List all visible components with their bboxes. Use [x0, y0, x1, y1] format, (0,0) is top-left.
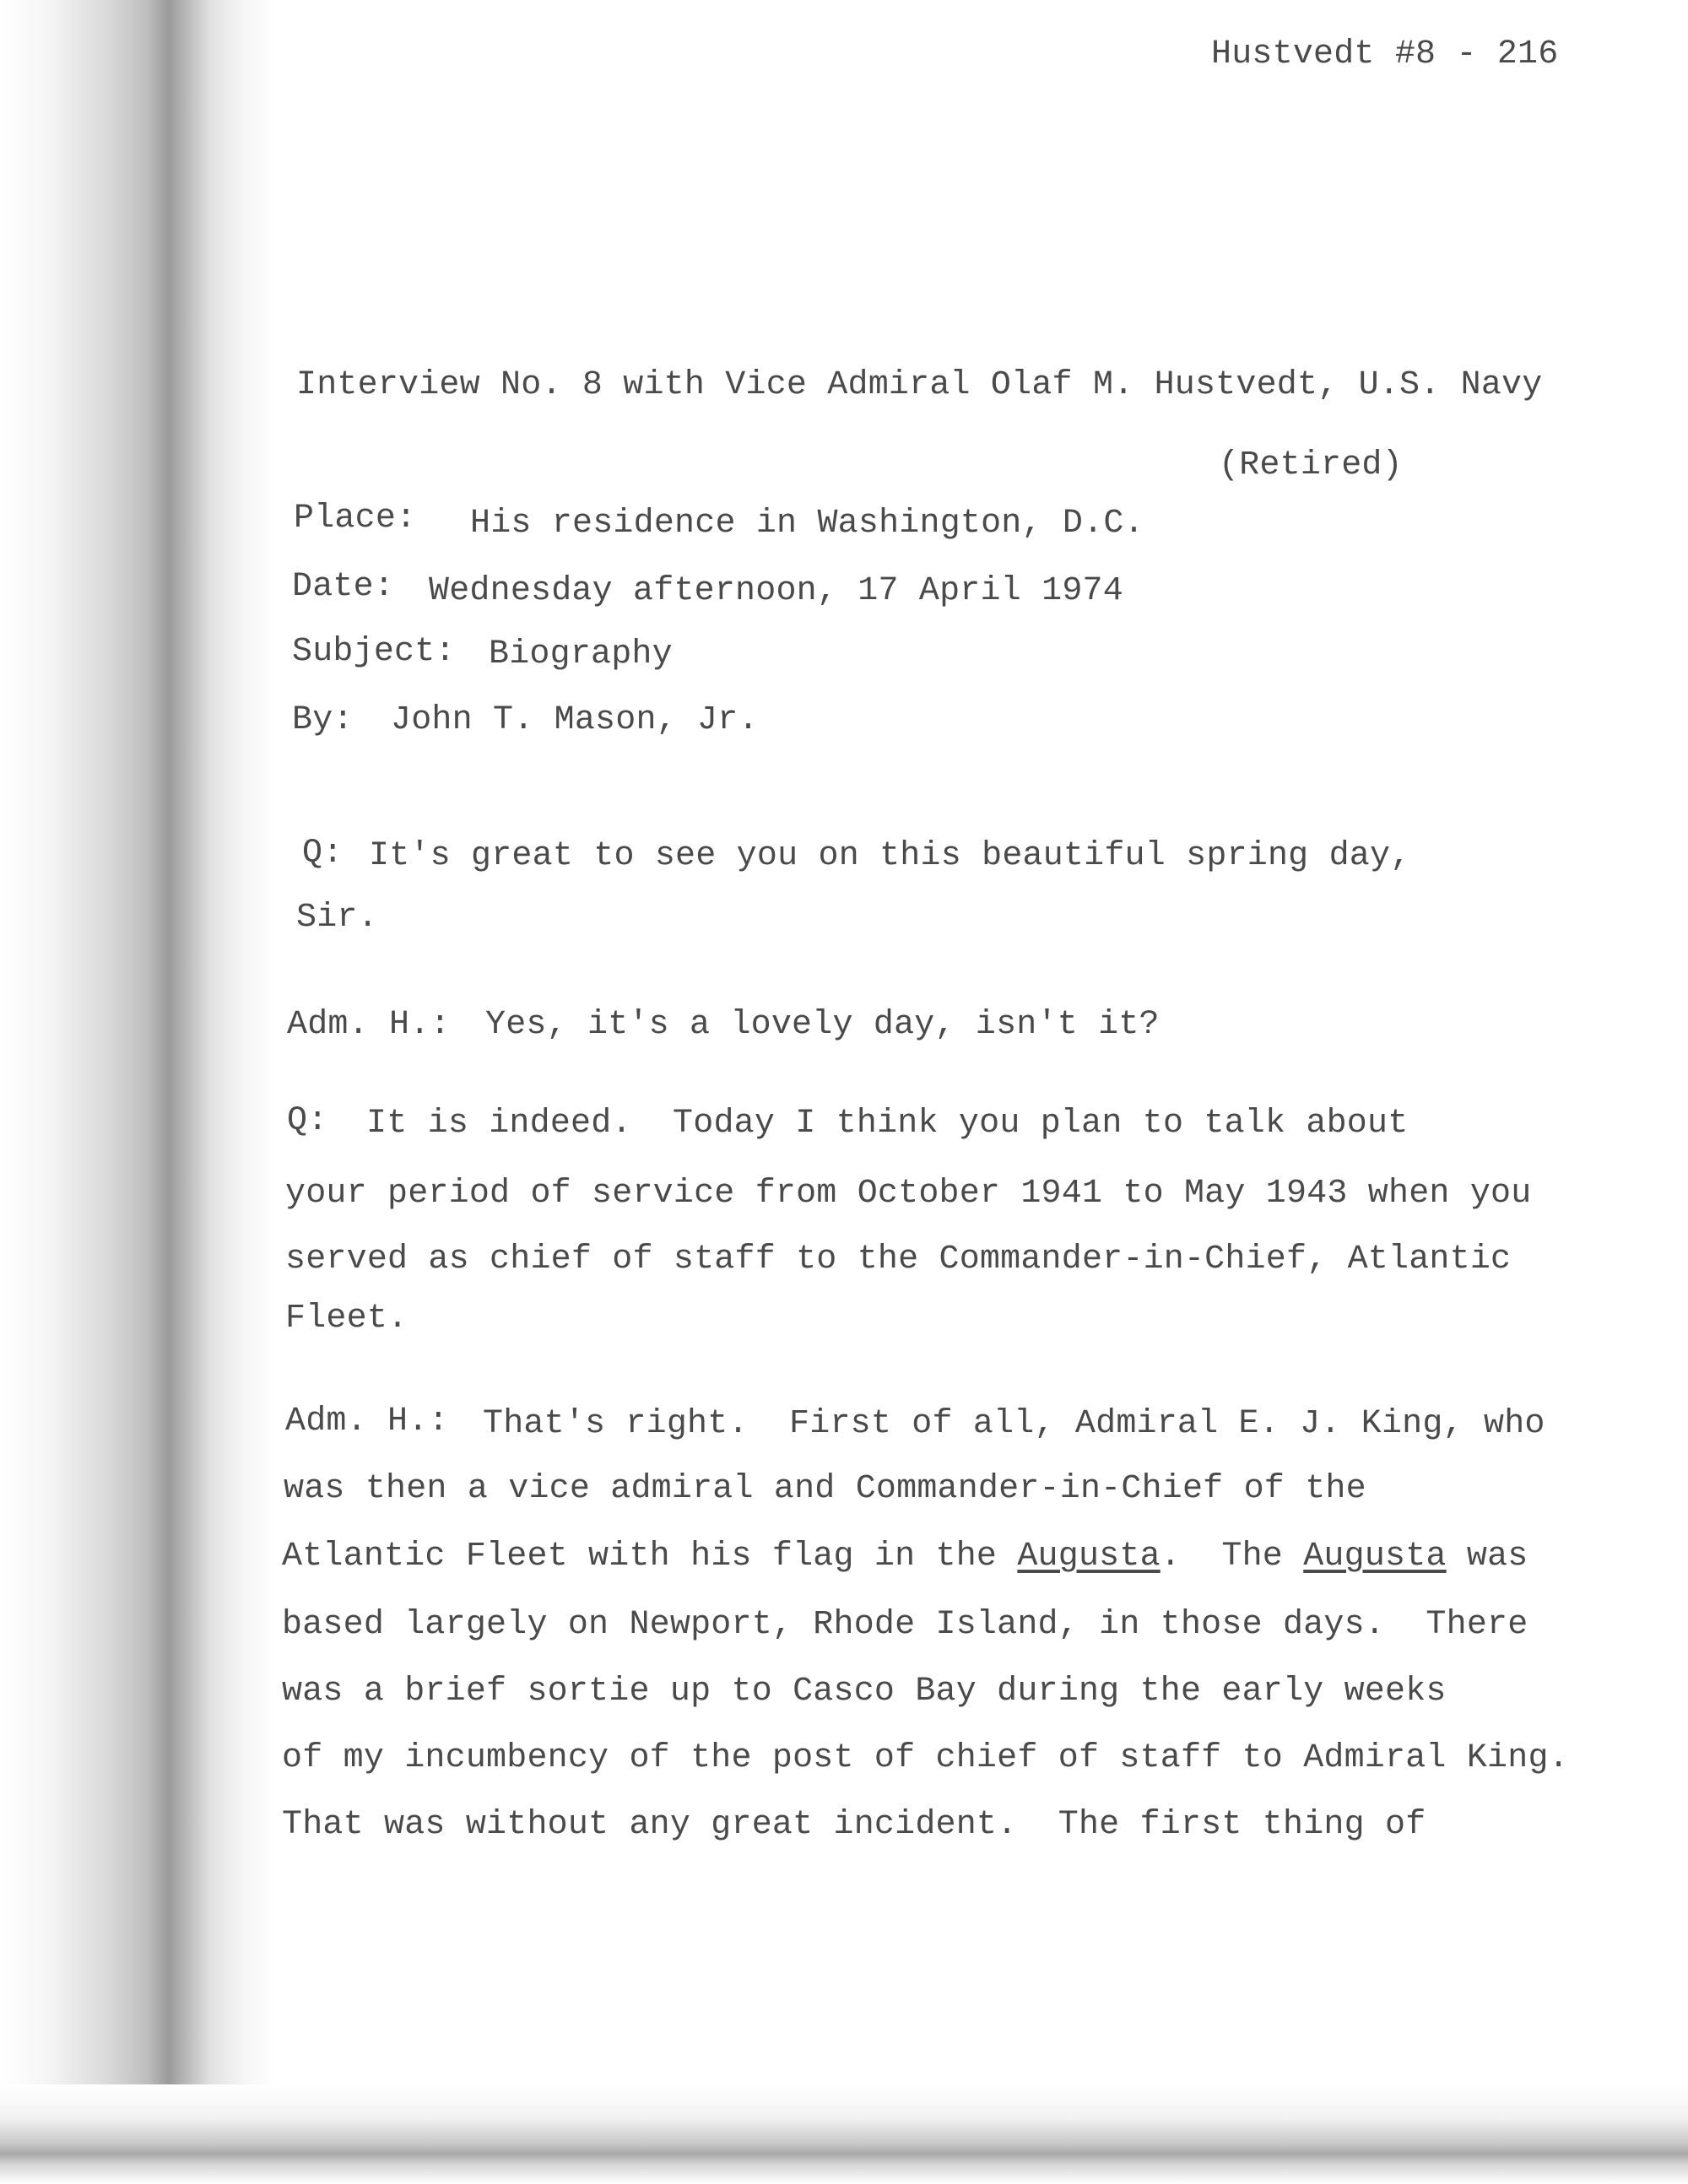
- speaker-q: Q:: [302, 835, 344, 873]
- by-label: By:: [292, 701, 354, 739]
- ship-name: Augusta: [1017, 1538, 1160, 1576]
- paragraph-line: was a brief sortie up to Casco Bay during the early weeks: [282, 1673, 1447, 1711]
- date-value: Wednesday afternoon, 17 April 1974: [429, 572, 1123, 610]
- page-header: Hustvedt #8 - 216: [1211, 35, 1559, 73]
- paragraph-line: based largely on Newport, Rhode Island, in those days. There: [282, 1606, 1528, 1644]
- speaker-adm: Adm. H.:: [285, 1403, 449, 1441]
- paragraph-line: It is indeed. Today I think you plan to talk about: [366, 1105, 1409, 1143]
- paragraph-line: That was without any great incident. The first thing of: [282, 1806, 1426, 1844]
- paragraph-line: [282, 1536, 1528, 1578]
- interview-title: Interview No. 8 with Vice Admiral Olaf M. Hustvedt, U.S. Navy: [296, 366, 1543, 404]
- paragraph-line: your period of service from October 1941 to May 1943 when you: [285, 1175, 1532, 1213]
- paragraph-line: served as chief of staff to the Commander-in-Chief, Atlantic: [285, 1241, 1512, 1279]
- by-value: John T. Mason, Jr.: [391, 701, 759, 739]
- place-label: Place:: [294, 500, 417, 538]
- speaker-q: Q:: [287, 1102, 328, 1140]
- ship-name: Augusta: [1303, 1538, 1447, 1576]
- paragraph-line: It's great to see you on this beautiful spring day,: [369, 837, 1411, 875]
- subject-label: Subject:: [292, 633, 456, 671]
- date-label: Date:: [292, 568, 395, 606]
- paragraph-line: of my incumbency of the post of chief of staff to Admiral King.: [282, 1739, 1569, 1777]
- place-value: His residence in Washington, D.C.: [470, 505, 1144, 543]
- text: . The: [1160, 1538, 1304, 1576]
- text: was: [1446, 1538, 1528, 1576]
- paragraph-line: Fleet.: [285, 1300, 408, 1338]
- text: Atlantic Fleet with his flag in the: [282, 1538, 1018, 1576]
- page-bottom-curl: [0, 2084, 1688, 2184]
- paragraph-line: was then a vice admiral and Commander-in-Chief of the: [284, 1470, 1366, 1508]
- interview-title-retired: (Retired): [1219, 446, 1403, 484]
- paragraph-line: Yes, it's a lovely day, isn't it?: [485, 1006, 1160, 1044]
- paragraph-line: Sir.: [296, 899, 378, 937]
- speaker-adm: Adm. H.:: [287, 1006, 451, 1044]
- paragraph-line: That's right. First of all, Admiral E. J. King, who: [483, 1405, 1545, 1443]
- subject-value: Biography: [489, 635, 673, 673]
- page-binding-shadow: [0, 0, 279, 2184]
